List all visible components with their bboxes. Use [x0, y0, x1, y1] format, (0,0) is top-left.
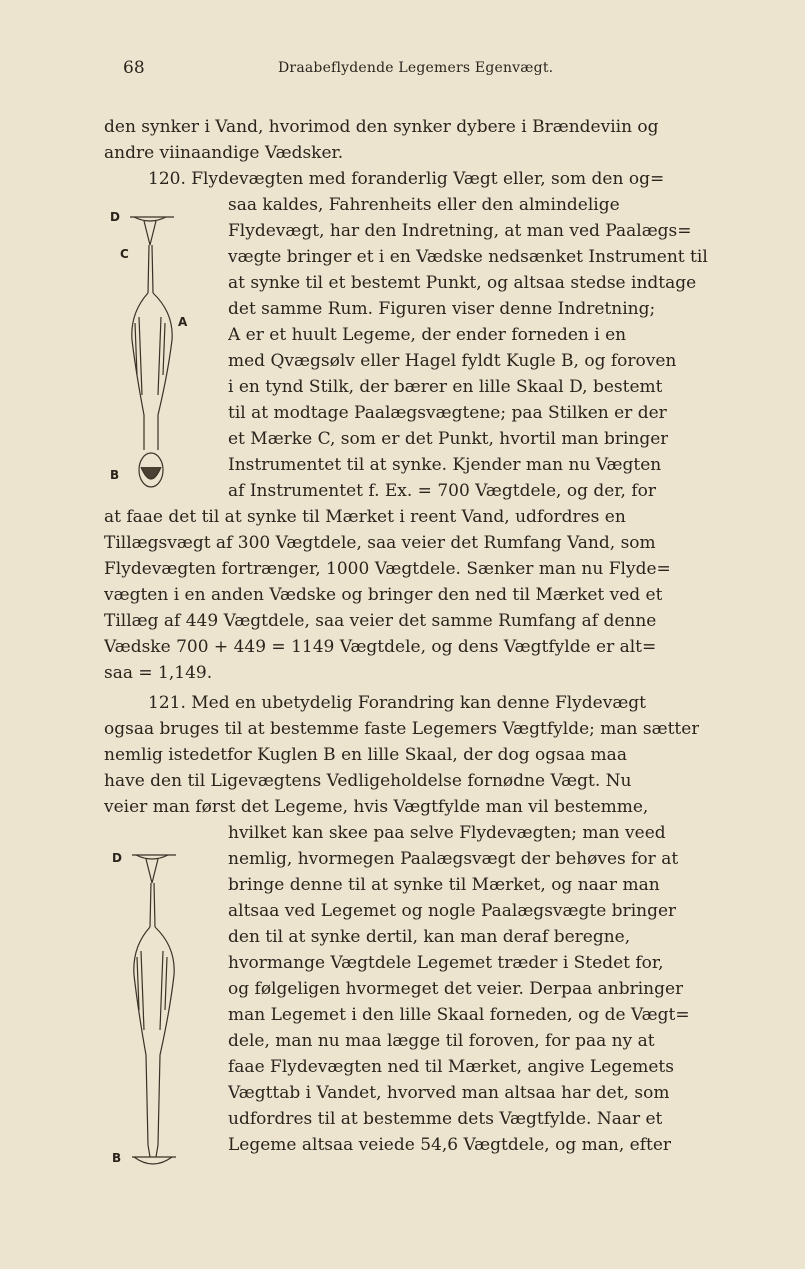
text-line: hvormange Vægtdele Legemet træder i Stedet for,: [228, 953, 664, 973]
text-line: altsaa ved Legemet og nogle Paalægsvægte bringer: [228, 901, 677, 921]
text-line: Tillæg af 449 Vægtdele, saa veier det samme Rumfang af denne: [104, 611, 657, 631]
figure-hydrometer-bottom: [108, 845, 208, 1175]
text-line: vægte bringer et i en Vædske nedsænket Instrument til: [228, 247, 708, 267]
text-line: have den til Ligevægtens Vedligeholdelse fornødne Vægt. Nu: [104, 771, 632, 791]
page-header: [123, 58, 713, 82]
text-line: man Legemet i den lille Skaal forneden, og de Vægt=: [228, 1005, 690, 1025]
text-line: ogsaa bruges til at bestemme faste Legemers Vægtfylde; man sætter: [104, 719, 700, 739]
text-line: den synker i Vand, hvorimod den synker dybere i Brændeviin og: [104, 117, 659, 137]
text-line: nemlig istedetfor Kuglen B en lille Skaal, der dog ogsaa maa: [104, 745, 627, 765]
label-B-bottom: B: [112, 1151, 122, 1165]
label-C-top: C: [120, 247, 129, 261]
text-line: Vægttab i Vandet, hvorved man altsaa har det, som: [228, 1083, 670, 1103]
text-line: udfordres til at bestemme dets Vægtfylde. Naar et: [228, 1109, 663, 1129]
text-line: saa kaldes, Fahrenheits eller den almindelige: [228, 195, 620, 215]
text-line: andre viinaandige Vædsker.: [104, 143, 344, 163]
text-line: hvilket kan skee paa selve Flydevægten; man veed: [228, 823, 666, 843]
text-line: den til at synke dertil, kan man deraf beregne,: [228, 927, 631, 947]
text-line: Vædske 700 + 449 = 1149 Vægtdele, og dens Vægtfylde er alt=: [104, 637, 657, 657]
text-line: vægten i en anden Vædske og bringer den ned til Mærket ved et: [104, 585, 663, 605]
label-B-top: B: [110, 468, 120, 482]
text-line: at faae det til at synke til Mærket i reent Vand, udfordres en: [104, 507, 626, 527]
text-line: med Qvægsølv eller Hagel fyldt Kugle B, og foroven: [228, 351, 677, 371]
hydrometer-drawing-2: [108, 845, 208, 1175]
text-line: at synke til et bestemt Punkt, og altsaa stedse indtage: [228, 273, 697, 293]
text-line: bringe denne til at synke til Mærket, og naar man: [228, 875, 660, 895]
text-line: et Mærke C, som er det Punkt, hvortil man bringer: [228, 429, 669, 449]
text-line: Legeme altsaa veiede 54,6 Vægtdele, og man, efter: [228, 1135, 672, 1155]
text-line: 120. Flydevægten med foranderlig Vægt eller, som den og=: [148, 169, 665, 189]
text-line: Flydevægten fortrænger, 1000 Vægtdele. Sænker man nu Flyde=: [104, 559, 671, 579]
text-line: dele, man nu maa lægge til foroven, for paa ny at: [228, 1031, 655, 1051]
label-D-bottom: D: [112, 851, 122, 865]
text-line: det samme Rum. Figuren viser denne Indretning;: [228, 299, 656, 319]
text-line: nemlig, hvormegen Paalægsvægt der behøves for at: [228, 849, 679, 869]
text-line: 121. Med en ubetydelig Forandring kan denne Flydevægt: [148, 693, 647, 713]
page-number: 68: [123, 58, 145, 78]
text-line: Tillægsvægt af 300 Vægtdele, saa veier det Rumfang Vand, som: [104, 533, 656, 553]
running-head: Draabeflydende Legemers Egenvægt.: [278, 60, 554, 76]
text-line: af Instrumentet f. Ex. = 700 Vægtdele, og der, for: [228, 481, 657, 501]
text-line: veier man først det Legeme, hvis Vægtfylde man vil bestemme,: [104, 797, 649, 817]
text-line: faae Flydevægten ned til Mærket, angive Legemets: [228, 1057, 674, 1077]
text-line: til at modtage Paalægsvægtene; paa Stilken er der: [228, 403, 667, 423]
text-line: Flydevægt, har den Indretning, at man ved Paalægs=: [228, 221, 692, 241]
label-A-top: A: [178, 315, 188, 329]
label-D-top: D: [110, 210, 120, 224]
text-line: og følgeligen hvormeget det veier. Derpaa anbringer: [228, 979, 684, 999]
text-line: A er et huult Legeme, der ender forneden i en: [228, 325, 627, 345]
figure-hydrometer-top: [108, 205, 208, 495]
text-line: i en tynd Stilk, der bærer en lille Skaal D, bestemt: [228, 377, 663, 397]
text-line: Instrumentet til at synke. Kjender man nu Vægten: [228, 455, 662, 475]
text-line: saa = 1,149.: [104, 663, 213, 683]
